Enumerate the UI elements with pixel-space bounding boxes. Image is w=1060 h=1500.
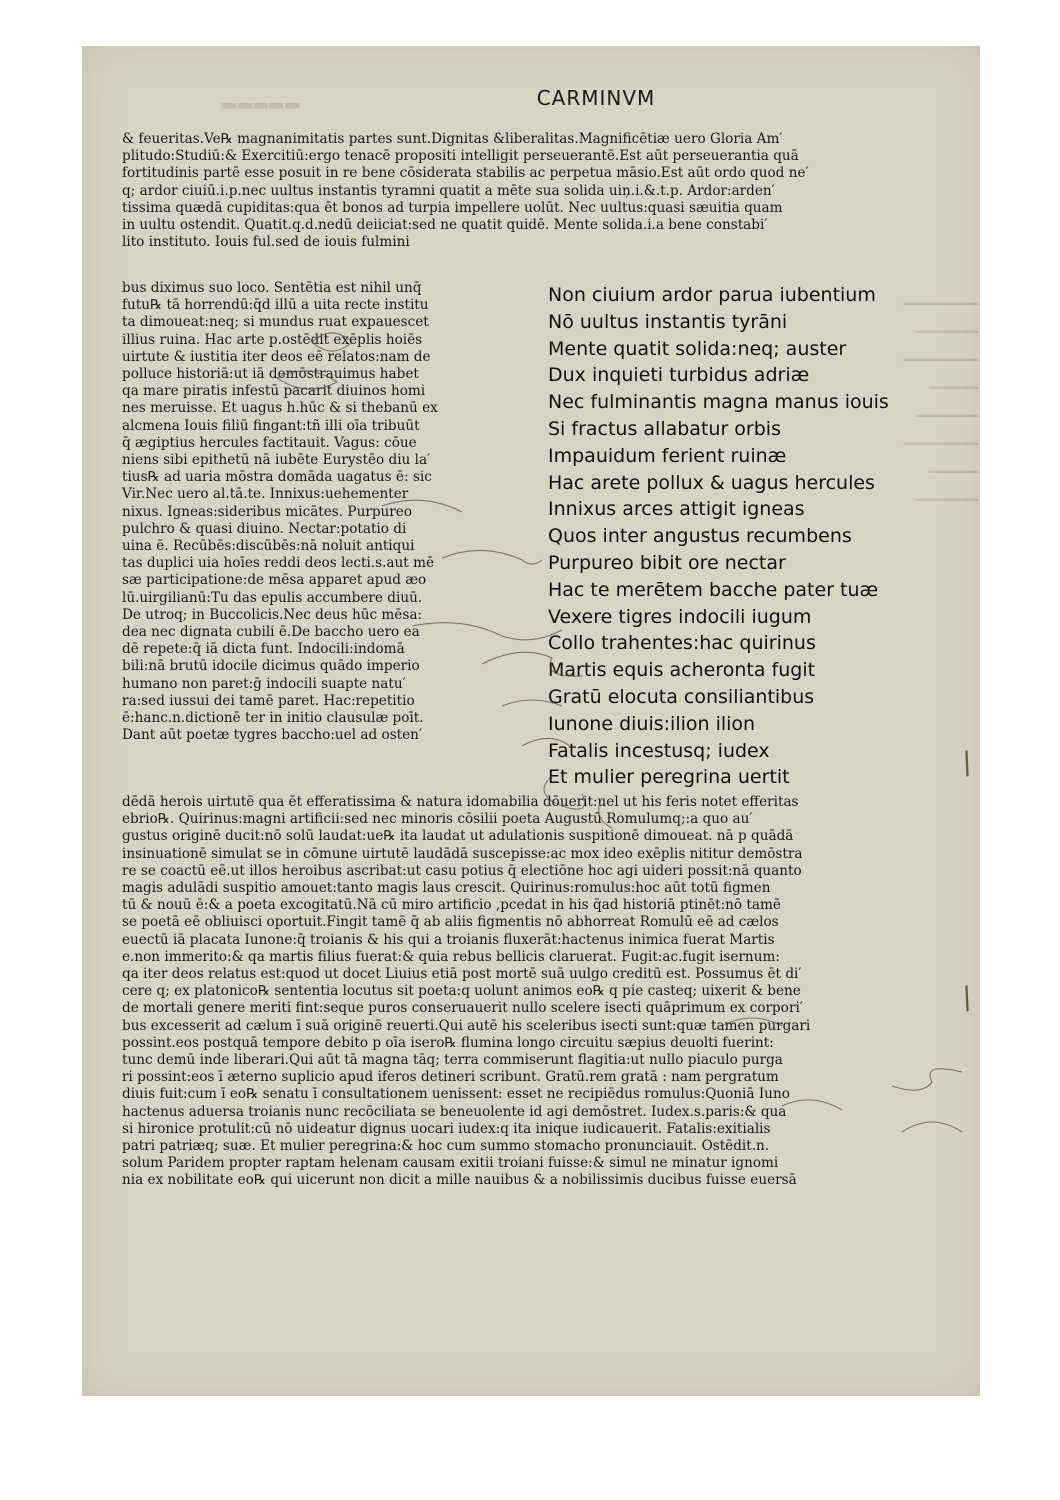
- commentary-line: solum Paridem propter raptam helenam causam exitii troiani fuisse:& simul ne minatur ignomi: [122, 1155, 779, 1172]
- commentary-line: re se coactū eē.ut illos heroibus ascribat:ut casu potius q̄ electiōne hoc agi uideri possit:nā quanto: [122, 862, 802, 879]
- commentary-line: dea nec dignata cubili ē.De baccho uero ea: [122, 624, 420, 641]
- commentary-bottom: [122, 794, 810, 1190]
- commentary-line: humano non paret:ḡ indocili suapte natu′: [122, 675, 406, 692]
- commentary-line: insinuationē simulat se in cōmune uirtutē laudādā suscepisse:ac mox ideo exēplis nititur demōstra: [122, 845, 803, 862]
- commentary-line: q; ardor ciuiū.i.p.nec uultus instantis tyramni quatit a mēte sua solida uiņ.i.&.t.p. Ardor:arden′: [122, 182, 775, 199]
- commentary-line: diuis fuit:cum ī eo℞ senatu ī consultationem uenissent: esset ne recipiēdus romulus:Quoniā Iuno: [122, 1086, 790, 1103]
- commentary-line: futu℞ tā horrendū:q̄d illū a uita recte institu: [122, 297, 429, 314]
- flourish-ornament: [442, 550, 542, 564]
- commentary-line: bili:nā brutū idocile dicimus quādo imperio: [122, 658, 420, 675]
- commentary-line: magis adulādi suspitio amouet:tanto magis laus crescit. Quirinus:romulus:hoc aūt totū figmen: [122, 880, 771, 897]
- commentary-line: tas duplici uia hoīes reddi deos lecti.s.aut mē: [122, 555, 435, 572]
- margin-ink-mark: /: [956, 980, 978, 1017]
- poem-text: [548, 282, 889, 791]
- commentary-line: q̄ ægiptius hercules factitauit. Vagus: cōue: [122, 434, 417, 451]
- commentary-line: plitudo:Studiū:& Exercitiū:ergo tenacē propositi intelligit perseuerantē.Est aūt perseuerantia quā: [122, 148, 799, 165]
- page-leaf: [82, 46, 980, 1396]
- commentary-line: ri possint:eos ī æterno suplicio apud iferos detineri scribunt. Gratū.rem gratā : nam pergratum: [122, 1069, 779, 1086]
- margin-ink-mark: /: [956, 745, 978, 782]
- commentary-line: ē:hanc.n.dictionē ter in initio clausulæ poīt.: [122, 710, 424, 727]
- verse-line: Purpureo bibit ore nectar: [548, 551, 786, 574]
- commentary-line: possint.eos postquā tempore debito p oīa isero℞ flumina longo circuitu sæpius deuolti fuerint:: [122, 1034, 774, 1051]
- show-through-text: ▁▁▁▁▁▁: [904, 342, 978, 361]
- commentary-line: dēdā herois uirtutē qua ēt efferatissima & natura idomabilia dōuerit:uel ut his feris notet efferitas: [122, 794, 799, 810]
- commentary-line: tissima quædā cupiditas:qua ēt bonos ad turpia impellere uolūt. Nec uultus:quasi sæuitia quam: [122, 199, 783, 216]
- show-through-text: ▁▁▁▁▁: [916, 398, 978, 417]
- commentary-line: qa iter deos relatus est:quod ut docet Liuius etiā post mortē suā uulgo creditū est. Possumus ēt di′: [122, 966, 802, 983]
- commentary-line: Vir.Nec uero al.tā.te. Innixus:uehementer: [122, 486, 409, 503]
- commentary-line: cere q; ex platonico℞ sententia locutus sit poeta:q uolunt animos eo℞ q pie casteq; uixerit & bene: [122, 983, 801, 1000]
- show-through-text: ▁▁▁▁▁▁: [904, 286, 978, 305]
- commentary-line: alcmena Iouis filiū fingant:tñ illi oīa tribuūt: [122, 417, 420, 434]
- commentary-line: bus diximus suo loco. Sentētia est nihil unq̄: [122, 280, 422, 296]
- scanned-page: [82, 46, 980, 1396]
- verse-line: Non ciuium ardor parua iubentium: [548, 284, 876, 306]
- verse-line: Gratū elocuta consiliantibus: [548, 685, 815, 708]
- commentary-line: tius℞ ad uaria mōstra domāda uagatus ē: sic: [122, 469, 432, 486]
- verse-line: Martis equis acheronta fugit: [548, 659, 816, 682]
- commentary-line: nes meruisse. Et uagus h.hūc & si thebanū ex: [122, 400, 438, 417]
- commentary-top: [122, 131, 809, 251]
- verse-line: Mente quatit solida:neq; auster: [548, 337, 847, 360]
- commentary-line: polluce historiā:ut iā demōstrauimus habet: [122, 366, 419, 383]
- commentary-line: euectū iā placata Iunone:q̄ troianis & his qui a troianis fluxerāt:hactenus inimica fuerat Martis: [122, 931, 775, 948]
- commentary-line: Dant aūt poetæ tygres baccho:uel ad osten′: [122, 727, 423, 744]
- verse-line: Vexere tigres indocili iugum: [548, 605, 812, 628]
- commentary-line: se poetā eē obliuisci oportuit.Fingit tamē q̄ ab aliis figmentis nō abhorreat Romulū eē ad cælos: [122, 914, 779, 931]
- show-through-text: ▁▁▁▁: [928, 370, 978, 389]
- commentary-line: patri patriæq; suæ. Et mulier peregrina:& hoc cum summo stomacho pronunciauit. Ostēdit.n.: [122, 1138, 770, 1155]
- commentary-line: tunc demū inde liberari.Qui aūt tā magna tāq; terra commiserunt flagitia:ut nullo piaculo purga: [122, 1052, 783, 1069]
- flourish-ornament: [902, 1122, 962, 1132]
- commentary-line: illius ruina. Hac arte p.ostēdit exēplis hoiēs: [122, 331, 423, 348]
- commentary-line: ta dimoueat:neq; si mundus ruat expauescet: [122, 314, 429, 331]
- commentary-line: sæ participatione:de mēsa apparet apud æo: [122, 572, 427, 589]
- verse-line: Quos inter angustus recumbens: [548, 525, 852, 548]
- commentary-line: uina ē. Recūbēs:discūbēs:nā noluit antiqui: [122, 538, 415, 555]
- commentary-line: ebrio℞. Quirinus:magni artificii:sed nec minoris cōsilii poeta Augustū Romulumq;:a quo au′: [122, 811, 753, 828]
- verse-line: Collo trahentes:hac quirinus: [548, 632, 816, 655]
- verse-line: Si fractus allabatur orbis: [548, 417, 781, 440]
- commentary-line: lito instituto. Iouis ful.sed de iouis fulmini: [122, 234, 410, 251]
- show-through-text: ▁▁▁▁: [928, 454, 978, 473]
- commentary-line: fortitudinis partē esse posuit in re bene cōsiderata stabilis ac perpetua māsio.Est aūt ordo quod ne′: [122, 165, 809, 182]
- running-head-text: CARMINVM: [536, 86, 656, 110]
- commentary-line: dē repete:q̄ iā dicta funt. Indocili:indomā: [122, 641, 405, 658]
- verse-line: Hac arete pollux & uagus hercules: [548, 471, 875, 494]
- commentary-line: in uultu ostendit. Quatit.q.d.nedū deiiciat:sed ne quatit quidē. Mente solida.i.a bene constabi′: [122, 217, 768, 234]
- commentary-line: niens sibi epithetū nā iubēte Eurystēo diu la′: [122, 452, 431, 469]
- verse-line: Nō uultus instantis tyrāni: [548, 310, 788, 333]
- verse-line: Et mulier peregrina uertit: [548, 766, 790, 789]
- commentary-line: De utroq; in Buccolicis.Nec deus hūc mēsa:: [122, 606, 423, 623]
- commentary-line: uirtute & iustitia iter deos eē relatos:nam de: [122, 348, 431, 365]
- commentary-line: nixus. Igneas:sideribus micātes. Purpureo: [122, 503, 413, 520]
- flourish-ornament: [892, 1069, 962, 1090]
- verse-line: Nec fulminantis magna manus iouis: [548, 391, 889, 414]
- commentary-line: de mortali genere meriti fint:seque puros conseruauerit nullo scelere isecti quāprimum ex corpori′: [122, 1000, 803, 1017]
- commentary-line: ra:sed iussui dei tamē paret. Hac:repetitio: [122, 692, 415, 709]
- show-through-text: ▁▁▁▁▁: [916, 314, 978, 333]
- verse-line: Iunone diuis:ilion ilion: [548, 712, 756, 735]
- verse-line: Innixus arces attigit igneas: [548, 498, 805, 521]
- commentary-line: si hironice protulit:cū nō uideatur dignus uocari iudex:q ita inique iudicauerit. Fatalis:exitialis: [122, 1120, 771, 1137]
- show-through-text: ▁▁▁▁▁▁: [904, 426, 978, 445]
- commentary-line: pulchro & quasi diuino. Nectar:potatio di: [122, 520, 407, 537]
- commentary-left-column: [122, 280, 438, 744]
- verse-line: Dux inquieti turbidus adriæ: [548, 364, 810, 387]
- verse-line: Fatalis incestusq; iudex: [548, 739, 770, 762]
- commentary-line: hactenus aduersa troianis nunc recōciliata se beneuolente id agi demōstret. Iudex.s.paris:& qua: [122, 1103, 787, 1120]
- show-through-text: ▁▁▁▁▁: [916, 482, 978, 501]
- commentary-line: & feueritas.Ve℞ magnanimitatis partes sunt.Dignitas &liberalitas.Magnificētiæ uero Gloria Am′: [122, 131, 783, 147]
- commentary-line: qa mare piratis infestū pacarit diuinos homi: [122, 383, 426, 400]
- commentary-line: bus excesserit ad cælum ī suā originē reuerti.Qui autē his sceleribus isecti sunt:quæ tamen purgari: [122, 1017, 811, 1034]
- commentary-line: gustus originē ducit:nō solū laudat:ue℞ ita laudat ut adulationis suspitionē dimoueat. nā p quādā: [122, 828, 794, 845]
- show-through-header: ▂▂▂▂▂: [222, 88, 302, 109]
- commentary-line: nia ex nobilitate eo℞ qui uicerunt non dicit a mille nauibus & a nobilissimis ducibus fuisse euersā: [122, 1172, 797, 1189]
- verse-line: Impauidum ferient ruinæ: [548, 444, 787, 467]
- commentary-line: e.non immerito:& qa martis filius fuerat:& quia rebus bellicis claruerat. Fugit:ac.fugit isernum:: [122, 948, 780, 965]
- commentary-line: tū & nouū ē:& a poeta excogitatū.Nā cū miro artificio ,pcedat in his q̄ad historiā ptinēt:nō tamē: [122, 897, 781, 914]
- commentary-line: lū.uirgilianū:Tu das epulis accumbere diuū.: [122, 589, 423, 606]
- running-head: [82, 86, 980, 110]
- verse-line: Hac te merētem bacche pater tuæ: [548, 578, 879, 601]
